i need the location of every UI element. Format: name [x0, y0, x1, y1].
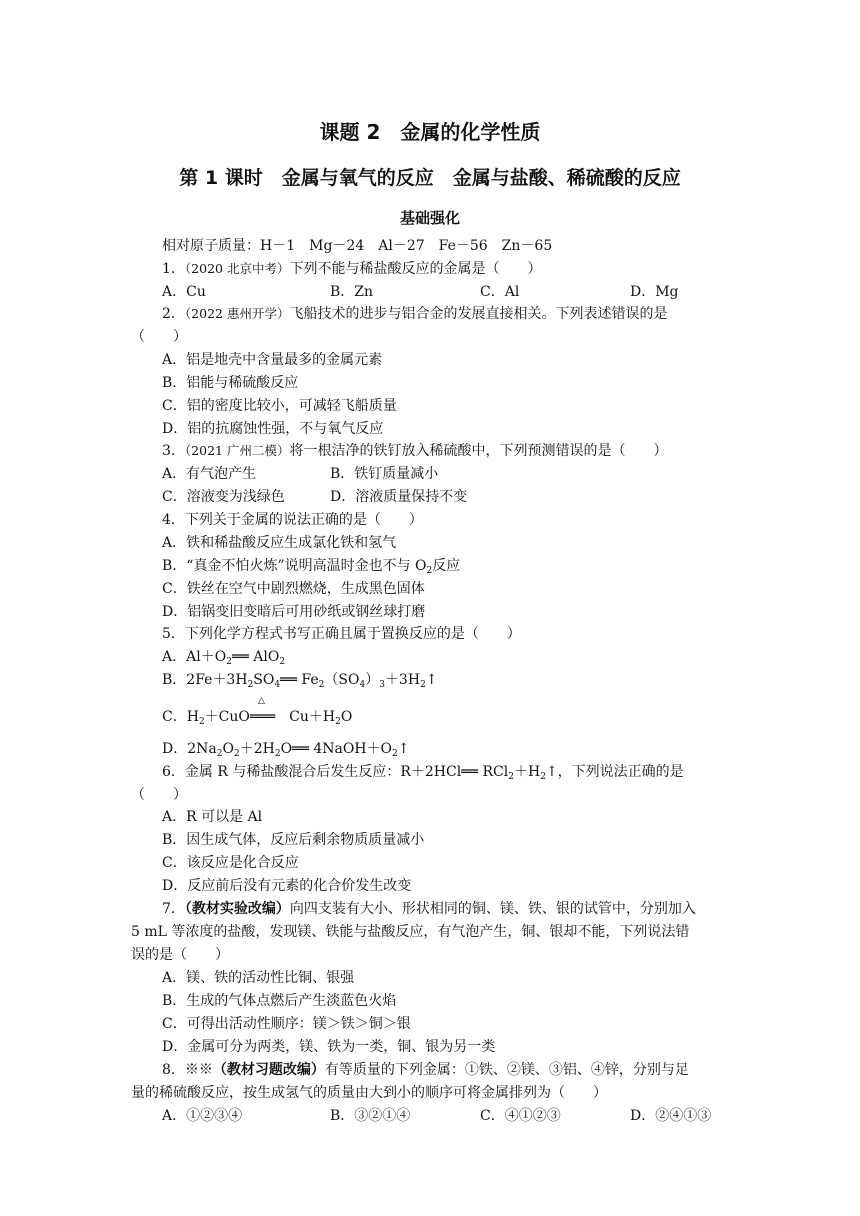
q1-option-a: A．Cu	[162, 284, 206, 300]
q8-option-b: B．③②①④	[330, 1108, 411, 1124]
question-3	[162, 442, 667, 460]
question-1	[162, 260, 541, 278]
question-stem: 下列不能与稀盐酸反应的金属是（ ）	[289, 261, 542, 277]
q5-option-a: A．$Al+O_2══$ AlO$_2$	[162, 649, 286, 667]
q7-option-d: D．金属可分为两类，镁、铁为一类，铜、银为另一类	[162, 1039, 496, 1055]
q4-option-a: A．铁和稀盐酸反应生成氯化铁和氢气	[162, 535, 397, 551]
question-number: 8．	[162, 1062, 185, 1078]
q3-option-d: D．溶液质量保持不变	[330, 489, 468, 505]
q4-option-d: D．铝锅变旧变暗后可用砂纸或钢丝球打磨	[162, 604, 426, 620]
question-5	[162, 625, 521, 643]
q6-option-b: B．因生成气体，反应后剩余物质质量减小	[162, 832, 425, 848]
q8-option-c: C．④①②③	[480, 1108, 561, 1124]
question-7	[162, 900, 696, 918]
q4-option-c: C．铁丝在空气中剧烈燃烧，生成黑色固体	[162, 581, 425, 597]
question-number: 2．	[162, 306, 185, 322]
lesson-title: 课题 2 金属的化学性质	[319, 120, 541, 144]
q6-option-c: C．该反应是化合反应	[162, 855, 299, 871]
question-source: （2022 惠州开学）	[184, 306, 290, 321]
question-source: （2021 广州二模）	[184, 443, 290, 458]
question-tag: （教材习题改编）	[212, 1062, 325, 1078]
q3-option-a: A．有气泡产生	[162, 466, 257, 482]
question-number: 5．	[162, 626, 185, 642]
question-stem: 向四支装有大小、形状相同的铜、镁、铁、银的试管中，分别加入	[289, 901, 696, 917]
q1-option-b: B．Zn	[330, 284, 374, 300]
question-source: （2020 北京中考）	[184, 261, 290, 276]
part-title: 基础强化	[399, 209, 460, 227]
q5-option-b: B．$2Fe+3H_2SO_4══$ $Fe_2(SO_4)_3+3H_2↑$	[162, 672, 438, 690]
difficulty-marks: ※※	[184, 1062, 213, 1078]
q7-line-2: 5 mL 等浓度的盐酸，发现镁、铁能与盐酸反应，有气泡产生，铜、银却不能，下列说法错	[131, 924, 690, 940]
question-number: 1．	[162, 261, 185, 277]
q7-line-3: 误的是（ ）	[131, 947, 229, 963]
question-stem: 下列关于金属的说法正确的是（ ）	[184, 512, 423, 528]
question-number: 4．	[162, 512, 185, 528]
q8-line-2: 量的稀硫酸反应，按生成氢气的质量由大到小的顺序可将金属排列为（ ）	[131, 1085, 607, 1101]
q2-option-c: C．铝的密度比较小，可减轻飞船质量	[162, 398, 397, 414]
question-stem: 飞船技术的进步与铝合金的发展直接相关。下列表述错误的是	[289, 306, 668, 322]
q3-option-b: B．铁钉质量减小	[330, 466, 439, 482]
q8-option-d: D．②④①③	[630, 1108, 712, 1124]
q7-option-c: C．可得出活动性顺序：镁＞铁＞铜＞银	[162, 1016, 411, 1032]
question-tag: （教材实验改编）	[184, 901, 290, 917]
question-2	[162, 305, 667, 323]
q2-option-b: B．铝能与稀硫酸反应	[162, 375, 299, 391]
question-number: 3．	[162, 443, 185, 459]
question-6: 6．金属 R 与稀盐酸混合后发生反应：R＋2HCl══ $RCl_2+H_2↑$，下列说法正确的是	[162, 764, 684, 782]
question-number: 6．	[162, 764, 185, 780]
question-stem: 下列化学方程式书写正确且属于置换反应的是（ ）	[184, 626, 521, 642]
question-number: 7．	[162, 901, 185, 917]
q5-option-d: D．$2Na_2O_2+2H_2O══$ $4NaOH+O_2↑$	[162, 741, 410, 759]
q6-option-a: A．R 可以是 Al	[162, 809, 263, 825]
q6-option-d: D．反应前后没有元素的化合价发生改变	[162, 878, 412, 894]
atomic-masses: 相对原子质量：H－1 Mg－24 Al－27 Fe－56 Zn－65	[162, 238, 553, 254]
question-stem: 将一根洁净的铁钉放入稀硫酸中，下列预测错误的是（ ）	[289, 443, 668, 459]
q8-option-a: A．①②③④	[162, 1108, 243, 1124]
q1-option-c: C．Al	[480, 284, 520, 300]
q2-option-a: A．铝是地壳中含量最多的金属元素	[162, 352, 383, 368]
q6-stem-continuation: （ ）	[131, 787, 187, 803]
question-stem: 有等质量的下列金属：①铁、②镁、③铝、④锌，分别与足	[324, 1062, 689, 1078]
q2-option-d: D．铝的抗腐蚀性强，不与氧气反应	[162, 421, 384, 437]
q3-option-c: C．溶液变为浅绿色	[162, 489, 285, 505]
heat-symbol: △	[258, 696, 265, 706]
q7-option-a: A．镁、铁的活动性比铜、银强	[162, 970, 355, 986]
q2-stem-continuation: （ ）	[131, 329, 187, 345]
q7-option-b: B．生成的气体点燃后产生淡蓝色火焰	[162, 993, 397, 1009]
question-4	[162, 511, 423, 529]
section-title: 第 1 课时 金属与氧气的反应 金属与盐酸、稀硫酸的反应	[179, 167, 681, 189]
q4-option-b: B．“真金不怕火炼”说明高温时金也不与 $O_2$反应	[162, 558, 461, 576]
question-8	[162, 1061, 689, 1079]
q1-option-d: D．Mg	[630, 284, 679, 300]
q5-option-c: C．$H_2+CuO═══$ $Cu+H_2O$	[162, 709, 353, 727]
